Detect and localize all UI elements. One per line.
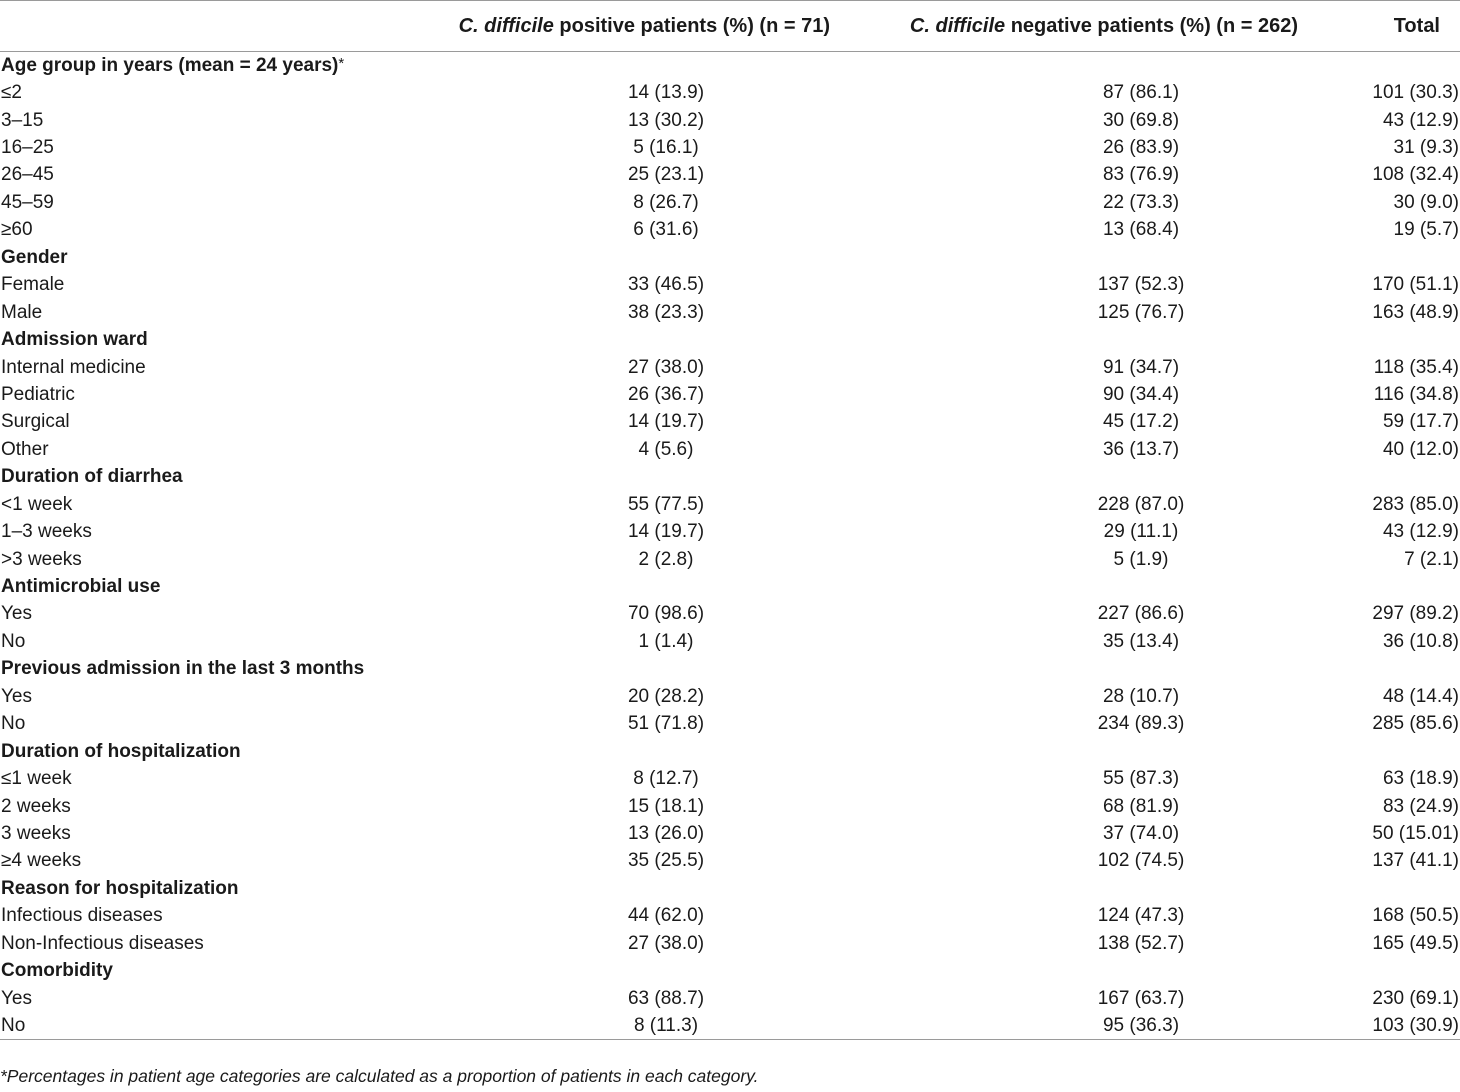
section-title <box>0 463 1460 490</box>
section-title <box>0 326 1460 353</box>
total-value: 116 (34.8) <box>1373 383 1459 405</box>
table-row <box>0 545 1460 572</box>
positive-value: 14 (19.7) <box>627 521 705 543</box>
table-row <box>0 1012 1460 1039</box>
positive-value: 8 (12.7) <box>633 768 699 790</box>
positive-value: 13 (30.2) <box>627 109 705 131</box>
section-header-row <box>0 326 1460 353</box>
table-row <box>0 984 1460 1011</box>
negative-value: 5 (1.9) <box>1113 548 1169 570</box>
positive-value: 4 (5.6) <box>638 438 694 460</box>
total-value: 168 (50.5) <box>1372 905 1459 927</box>
header-label-cell <box>0 1 400 52</box>
section-header-row <box>0 655 1460 682</box>
footnote-marker: * <box>338 54 345 72</box>
total-value: 36 (10.8) <box>1382 630 1459 652</box>
total-value: 283 (85.0) <box>1372 493 1459 515</box>
header-negative-patients <box>840 1 1300 52</box>
total-value: 43 (12.9) <box>1382 109 1459 131</box>
negative-value: 28 (10.7) <box>1102 685 1180 707</box>
positive-value: 8 (11.3) <box>400 1012 840 1039</box>
row-label: ≥60 <box>1 219 33 241</box>
negative-value: 124 (47.3) <box>1097 905 1185 927</box>
negative-value: 13 (68.4) <box>1102 219 1180 241</box>
positive-value: 14 (13.9) <box>627 82 705 104</box>
row-label: No <box>1 630 26 652</box>
section-header-row <box>0 244 1460 271</box>
total-value: 19 (5.7) <box>1393 219 1459 241</box>
table-row <box>0 683 1460 710</box>
negative-value: 90 (34.4) <box>1102 383 1180 405</box>
section-header-row <box>0 957 1460 984</box>
table-row <box>0 298 1460 325</box>
section-title <box>0 573 1460 600</box>
row-label: Surgical <box>1 411 70 433</box>
section-header-row <box>0 463 1460 490</box>
total-value: 103 (30.9) <box>1300 1012 1460 1039</box>
total-value: 63 (18.9) <box>1382 768 1459 790</box>
negative-value: 138 (52.7) <box>1097 932 1185 954</box>
positive-value: 51 (71.8) <box>627 713 705 735</box>
table-row <box>0 271 1460 298</box>
total-value: 118 (35.4) <box>1373 356 1459 378</box>
row-label: 16–25 <box>1 137 54 159</box>
table-row <box>0 134 1460 161</box>
negative-value: 83 (76.9) <box>1102 164 1180 186</box>
negative-value: 125 (76.7) <box>1097 301 1185 323</box>
header-positive-organism: C. difficile <box>458 14 554 37</box>
table-row <box>0 820 1460 847</box>
positive-value: 44 (62.0) <box>627 905 705 927</box>
total-value: 7 (2.1) <box>1404 548 1459 570</box>
section-title <box>0 957 1460 984</box>
header-negative-text: negative patients (%) (n = 262) <box>1005 14 1298 37</box>
total-value: 297 (89.2) <box>1372 603 1459 625</box>
negative-value: 22 (73.3) <box>1102 191 1180 213</box>
total-value: 285 (85.6) <box>1372 713 1459 735</box>
table-row <box>0 381 1460 408</box>
section-title-text: Admission ward <box>1 329 148 351</box>
section-header-row <box>0 875 1460 902</box>
positive-value: 13 (26.0) <box>627 822 705 844</box>
negative-value: 68 (81.9) <box>1102 795 1180 817</box>
negative-value: 29 (11.1) <box>1103 521 1179 543</box>
row-label: Infectious diseases <box>1 905 163 927</box>
total-value: 30 (9.0) <box>1393 191 1459 213</box>
table-row <box>0 353 1460 380</box>
table-row <box>0 436 1460 463</box>
positive-value: 20 (28.2) <box>627 685 705 707</box>
table-row <box>0 518 1460 545</box>
table-row <box>0 79 1460 106</box>
row-label: Non-Infectious diseases <box>1 932 204 954</box>
positive-value: 27 (38.0) <box>627 932 705 954</box>
negative-value: 26 (83.9) <box>1102 137 1180 159</box>
total-value: 48 (14.4) <box>1382 685 1459 707</box>
row-label: 45–59 <box>1 191 54 213</box>
row-label: Female <box>1 274 65 296</box>
negative-value: 30 (69.8) <box>1102 109 1180 131</box>
table-row <box>0 765 1460 792</box>
table-row <box>0 106 1460 133</box>
total-value: 163 (48.9) <box>1372 301 1459 323</box>
negative-value: 137 (52.3) <box>1097 274 1185 296</box>
total-value: 50 (15.01) <box>1372 822 1459 844</box>
table-row <box>0 628 1460 655</box>
table-row <box>0 408 1460 435</box>
total-value: 137 (41.1) <box>1372 850 1459 872</box>
negative-value: 45 (17.2) <box>1102 411 1180 433</box>
positive-value: 38 (23.3) <box>627 301 705 323</box>
positive-value: 14 (19.7) <box>627 411 705 433</box>
table-row <box>0 161 1460 188</box>
positive-value: 63 (88.7) <box>627 987 705 1009</box>
positive-value: 26 (36.7) <box>627 383 705 405</box>
total-value: 83 (24.9) <box>1382 795 1459 817</box>
positive-value: 70 (98.6) <box>627 603 705 625</box>
section-title <box>0 737 1460 764</box>
row-label: No <box>1 713 26 735</box>
row-label: 26–45 <box>1 164 54 186</box>
header-positive-patients <box>400 1 840 52</box>
section-title <box>0 875 1460 902</box>
row-label: Yes <box>1 603 32 625</box>
section-title-text: Age group in years (mean = 24 years) <box>1 54 339 76</box>
table-row <box>0 491 1460 518</box>
negative-value: 228 (87.0) <box>1097 493 1185 515</box>
row-label: 3–15 <box>1 109 44 131</box>
positive-value: 6 (31.6) <box>633 219 699 241</box>
negative-value: 37 (74.0) <box>1102 822 1180 844</box>
negative-value: 91 (34.7) <box>1102 356 1180 378</box>
row-label: 3 weeks <box>1 822 71 844</box>
row-label: Yes <box>1 987 32 1009</box>
total-value: 170 (51.1) <box>1372 274 1459 296</box>
table-row <box>0 189 1460 216</box>
table-row <box>0 847 1460 874</box>
positive-value: 35 (25.5) <box>627 850 705 872</box>
section-header-row <box>0 52 1460 79</box>
total-value: 108 (32.4) <box>1372 164 1459 186</box>
row-label: 1–3 weeks <box>1 521 92 543</box>
header-row <box>0 1 1460 52</box>
positive-value: 33 (46.5) <box>627 274 705 296</box>
negative-value: 234 (89.3) <box>1097 713 1185 735</box>
table-row <box>0 792 1460 819</box>
row-label: Other <box>1 438 49 460</box>
total-value: 40 (12.0) <box>1382 438 1459 460</box>
negative-value: 87 (86.1) <box>1102 82 1180 104</box>
header-positive-text: positive patients (%) (n = 71) <box>553 14 830 37</box>
row-label: >3 weeks <box>1 548 82 570</box>
positive-value: 15 (18.1) <box>627 795 705 817</box>
positive-value: 25 (23.1) <box>627 164 705 186</box>
row-label: Pediatric <box>1 383 75 405</box>
section-title-text: Duration of hospitalization <box>1 740 241 762</box>
total-value: 43 (12.9) <box>1382 521 1459 543</box>
negative-value: 102 (74.5) <box>1097 850 1185 872</box>
positive-value: 2 (2.8) <box>638 548 694 570</box>
section-title-text: Previous admission in the last 3 months <box>1 658 365 680</box>
table-row <box>0 600 1460 627</box>
negative-value: 95 (36.3) <box>840 1012 1300 1039</box>
section-header-row <box>0 573 1460 600</box>
section-title-text: Reason for hospitalization <box>1 877 239 899</box>
row-label: 2 weeks <box>1 795 71 817</box>
table-row <box>0 710 1460 737</box>
row-label: ≥4 weeks <box>1 850 82 872</box>
section-title <box>0 244 1460 271</box>
row-label: Internal medicine <box>1 356 146 378</box>
positive-value: 55 (77.5) <box>627 493 705 515</box>
section-title-text: Gender <box>1 246 68 268</box>
row-label: ≤1 week <box>1 768 72 790</box>
negative-value: 35 (13.4) <box>1102 630 1180 652</box>
positive-value: 8 (26.7) <box>633 191 699 213</box>
total-value: 230 (69.1) <box>1372 987 1459 1009</box>
table-row <box>0 216 1460 243</box>
section-title-text: Duration of diarrhea <box>1 466 183 488</box>
positive-value: 27 (38.0) <box>627 356 705 378</box>
section-title <box>0 655 1460 682</box>
section-header-row <box>0 737 1460 764</box>
row-label: No <box>0 1012 400 1039</box>
header-total: Total <box>1300 1 1460 52</box>
table-footnote: *Percentages in patient age categories are calculated as a proportion of patients in each category. <box>0 1066 759 1086</box>
total-value: 165 (49.5) <box>1372 932 1459 954</box>
table-body <box>0 52 1460 1040</box>
negative-value: 36 (13.7) <box>1102 438 1180 460</box>
section-title <box>0 52 1460 79</box>
total-value: 101 (30.3) <box>1372 82 1459 104</box>
total-value: 59 (17.7) <box>1382 411 1459 433</box>
negative-value: 55 (87.3) <box>1102 768 1180 790</box>
positive-value: 1 (1.4) <box>638 630 694 652</box>
row-label: Yes <box>1 685 32 707</box>
row-label: Male <box>1 301 43 323</box>
row-label: <1 week <box>1 493 73 515</box>
table-row <box>0 902 1460 929</box>
section-title-text: Comorbidity <box>1 960 113 982</box>
section-title-text: Antimicrobial use <box>1 576 161 598</box>
total-value: 31 (9.3) <box>1393 137 1459 159</box>
table-row <box>0 930 1460 957</box>
row-label: ≤2 <box>1 82 22 104</box>
header-negative-organism: C. difficile <box>909 14 1006 37</box>
negative-value: 167 (63.7) <box>1097 987 1185 1009</box>
positive-value: 5 (16.1) <box>633 137 699 159</box>
negative-value: 227 (86.6) <box>1097 603 1185 625</box>
